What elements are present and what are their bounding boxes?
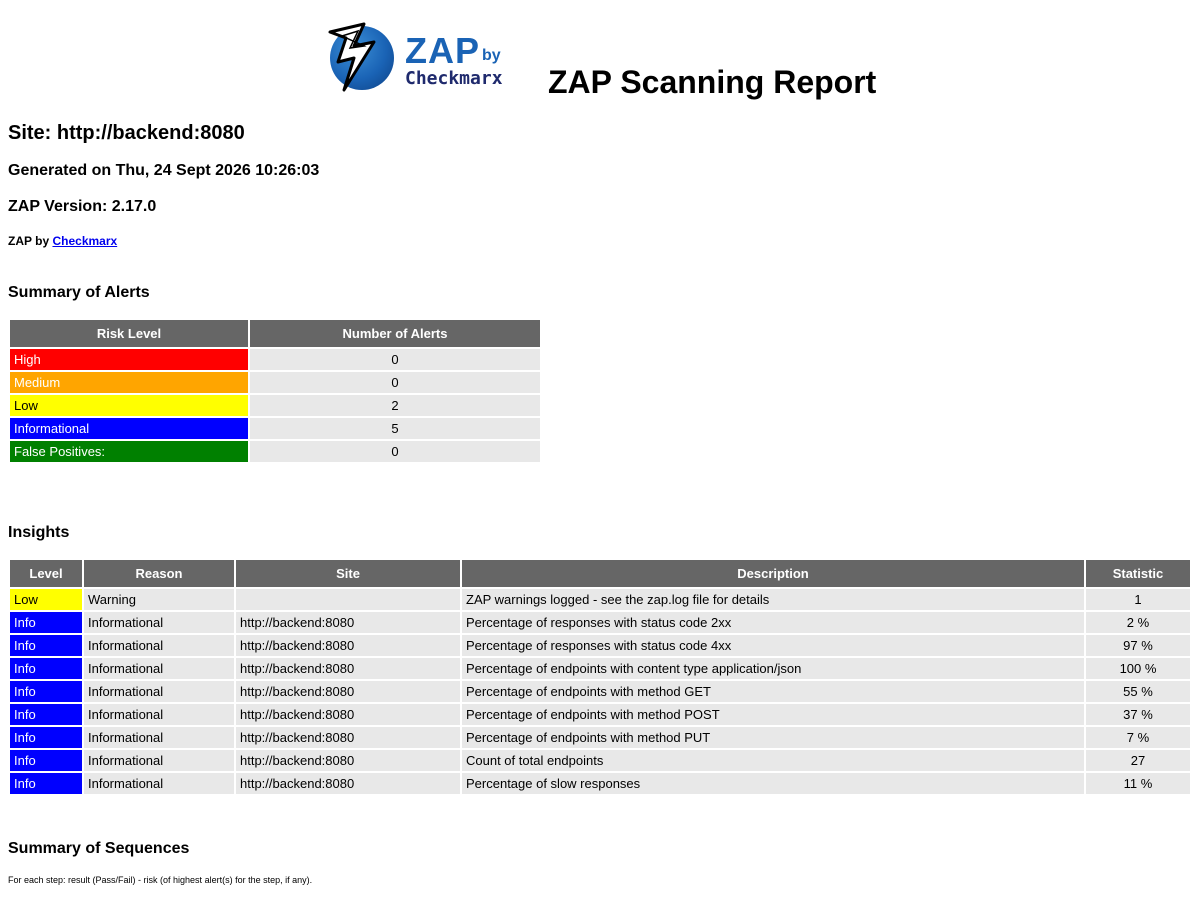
insight-level-cell: Info [10,704,82,725]
insight-statistic-cell: 27 [1086,750,1190,771]
table-row [10,773,1190,794]
table-row [10,704,1190,725]
table-row [10,372,540,393]
risk-level-cell: False Positives: [10,441,248,462]
summary-of-alerts-heading: Summary of Alerts [8,284,150,301]
sequences-note: For each step: result (Pass/Fail) - risk (of highest alert(s) for the step, if any). [8,875,313,885]
logo-zap-text: ZAP [405,30,480,71]
column-header-statistic: Statistic [1086,560,1190,587]
insight-description-cell: Percentage of responses with status code 2xx [462,612,1084,633]
insight-reason-cell: Informational [84,658,234,679]
table-header-row [10,320,540,347]
table-row [10,349,540,370]
insight-level-cell: Info [10,750,82,771]
insight-statistic-cell: 55 % [1086,681,1190,702]
insight-statistic-cell: 97 % [1086,635,1190,656]
insight-site-cell: http://backend:8080 [236,750,460,771]
insight-description-cell: Percentage of endpoints with method PUT [462,727,1084,748]
risk-level-cell: Low [10,395,248,416]
column-header-number-of-alerts: Number of Alerts [250,320,540,347]
alerts-summary-table [8,318,542,464]
alert-count-cell: 0 [250,441,540,462]
insights-heading: Insights [8,524,70,541]
insight-description-cell: ZAP warnings logged - see the zap.log file for details [462,589,1084,610]
table-row [10,441,540,462]
lightning-bolt-icon [324,22,396,94]
insight-level-cell: Info [10,727,82,748]
insight-site-cell: http://backend:8080 [236,727,460,748]
insight-reason-cell: Informational [84,704,234,725]
insight-statistic-cell: 7 % [1086,727,1190,748]
table-row [10,612,1190,633]
logo-by-text: by [482,47,501,64]
summary-of-sequences-heading: Summary of Sequences [8,840,190,857]
insight-level-cell: Info [10,658,82,679]
insights-table [8,558,1192,796]
insight-statistic-cell: 11 % [1086,773,1190,794]
column-header-description: Description [462,560,1084,587]
insight-statistic-cell: 1 [1086,589,1190,610]
alert-count-cell: 5 [250,418,540,439]
insight-statistic-cell: 100 % [1086,658,1190,679]
generated-date: Generated on Thu, 24 Sept 2026 10:26:03 [8,162,320,179]
insight-description-cell: Percentage of endpoints with method GET [462,681,1084,702]
insight-reason-cell: Informational [84,750,234,771]
column-header-level: Level [10,560,82,587]
insight-site-cell: http://backend:8080 [236,773,460,794]
insight-level-cell: Info [10,635,82,656]
insight-site-cell: http://backend:8080 [236,658,460,679]
insight-description-cell: Percentage of slow responses [462,773,1084,794]
insight-description-cell: Percentage of endpoints with method POST [462,704,1084,725]
insight-statistic-cell: 2 % [1086,612,1190,633]
zap-checkmarx-logo [324,22,542,100]
insight-description-cell: Percentage of responses with status code 4xx [462,635,1084,656]
alert-count-cell: 0 [250,372,540,393]
byline-prefix: ZAP by [8,234,53,248]
checkmarx-link[interactable]: Checkmarx [52,234,118,248]
insight-level-cell: Info [10,612,82,633]
column-header-risk-level: Risk Level [10,320,248,347]
logo-checkmarx-text: Checkmarx [405,68,503,89]
insight-reason-cell: Informational [84,727,234,748]
table-row [10,727,1190,748]
insight-level-cell: Low [10,589,82,610]
insight-site-cell: http://backend:8080 [236,704,460,725]
alert-count-cell: 0 [250,349,540,370]
insight-level-cell: Info [10,681,82,702]
table-row [10,589,1190,610]
column-header-reason: Reason [84,560,234,587]
risk-level-cell: Medium [10,372,248,393]
insight-site-cell: http://backend:8080 [236,681,460,702]
site-title: Site: http://backend:8080 [8,122,245,144]
table-header-row [10,560,1190,587]
table-row [10,658,1190,679]
table-row [10,395,540,416]
insight-reason-cell: Informational [84,773,234,794]
alert-count-cell: 2 [250,395,540,416]
column-header-site: Site [236,560,460,587]
table-row [10,635,1190,656]
insight-reason-cell: Informational [84,612,234,633]
insight-level-cell: Info [10,773,82,794]
byline [8,234,117,248]
risk-level-cell: High [10,349,248,370]
insight-site-cell: http://backend:8080 [236,635,460,656]
risk-level-cell: Informational [10,418,248,439]
table-row [10,418,540,439]
insight-reason-cell: Warning [84,589,234,610]
report-header [324,20,876,100]
insight-site-cell: http://backend:8080 [236,612,460,633]
zap-version: ZAP Version: 2.17.0 [8,198,157,215]
insight-description-cell: Percentage of endpoints with content type application/json [462,658,1084,679]
insight-statistic-cell: 37 % [1086,704,1190,725]
report-title: ZAP Scanning Report [548,64,877,100]
insight-reason-cell: Informational [84,681,234,702]
insight-reason-cell: Informational [84,635,234,656]
insight-site-cell [236,589,460,610]
insight-description-cell: Count of total endpoints [462,750,1084,771]
table-row [10,750,1190,771]
table-row [10,681,1190,702]
